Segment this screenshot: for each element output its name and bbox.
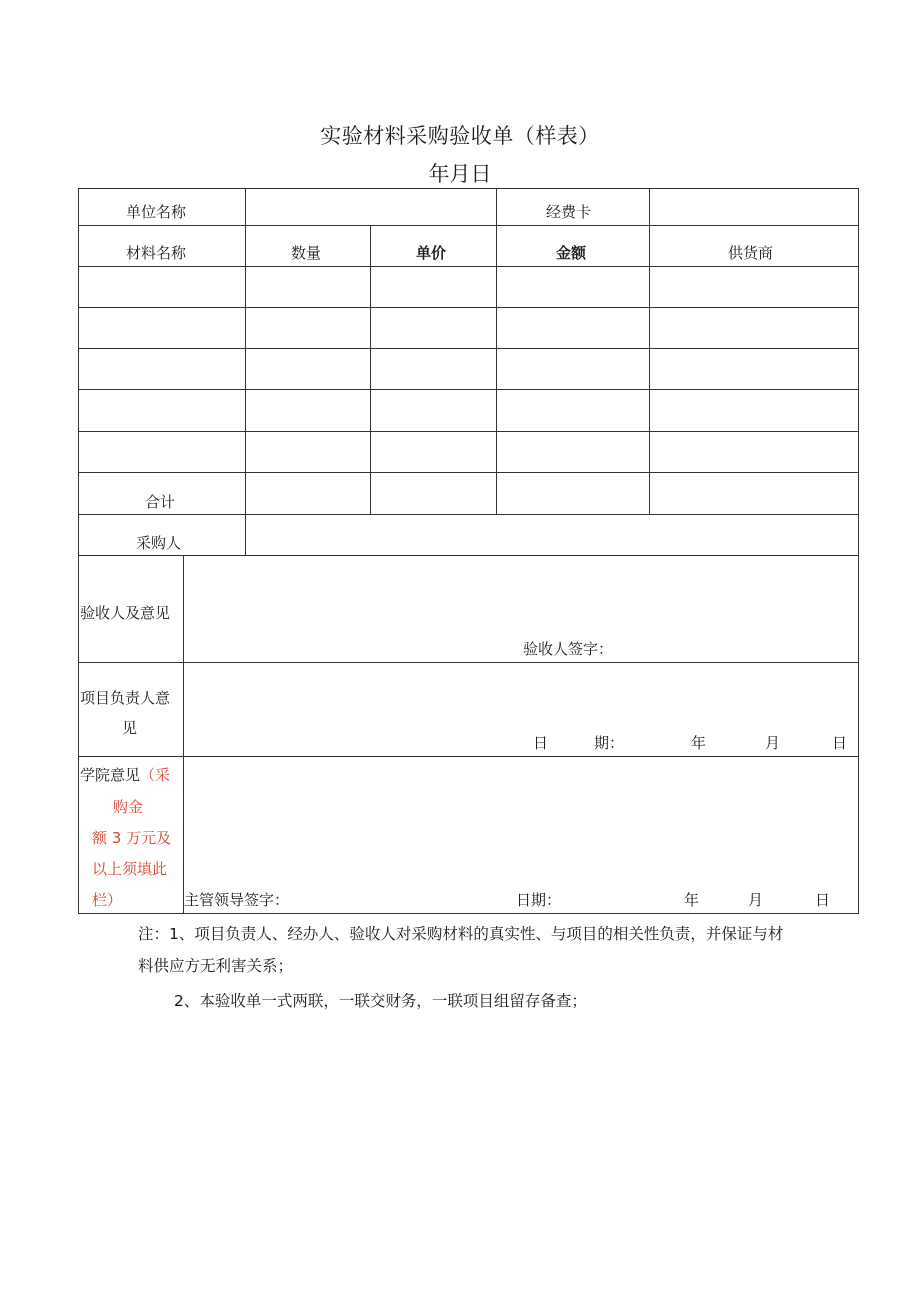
pm-opinion-label-line1: 项目负责人意 bbox=[80, 689, 171, 707]
college-opinion-text: 学院意见 bbox=[80, 766, 141, 784]
pm-date-qi: 期： bbox=[594, 734, 625, 752]
pm-date-month: 月 bbox=[765, 734, 781, 752]
college-date-day: 日 bbox=[815, 891, 831, 909]
college-date-month: 月 bbox=[748, 891, 764, 909]
college-opinion-label bbox=[80, 766, 170, 784]
funding-card-label: 经费卡 bbox=[546, 203, 592, 221]
college-date-label: 日期： bbox=[516, 891, 562, 909]
unit-price-header: 单价 bbox=[416, 244, 447, 262]
pm-date-ri: 日 bbox=[533, 734, 549, 752]
acceptor-signature-label: 验收人签字： bbox=[523, 640, 614, 658]
pm-date-year: 年 bbox=[691, 734, 707, 752]
quantity-header: 数量 bbox=[291, 244, 322, 262]
college-date-year: 年 bbox=[684, 891, 700, 909]
pm-date-day: 日 bbox=[832, 734, 848, 752]
form-date-line: 年月日 bbox=[428, 162, 492, 186]
college-opinion-note-line4: 以上须填此 bbox=[92, 860, 168, 878]
leader-signature-label: 主管领导签字： bbox=[184, 891, 290, 909]
unit-name-label: 单位名称 bbox=[126, 203, 187, 221]
college-opinion-note-line2: 购金 bbox=[113, 798, 144, 816]
college-opinion-note-line5: 栏） bbox=[92, 891, 123, 909]
pm-opinion-label-line2: 见 bbox=[122, 719, 138, 737]
material-name-header: 材料名称 bbox=[126, 244, 187, 262]
amount-header: 金额 bbox=[556, 244, 587, 262]
supplier-header: 供货商 bbox=[728, 244, 774, 262]
college-opinion-note-line3: 额 3 万元及 bbox=[92, 829, 172, 847]
note-1-line2: 料供应方无利害关系； bbox=[138, 957, 294, 975]
form-border bbox=[79, 189, 859, 914]
note-2: 2、本验收单一式两联，一联交财务，一联项目组留存备查； bbox=[174, 992, 587, 1010]
form-title: 实验材料采购验收单（样表） bbox=[320, 124, 600, 148]
purchaser-label: 采购人 bbox=[136, 534, 182, 552]
college-opinion-note-start: （采 bbox=[140, 766, 171, 784]
total-label: 合计 bbox=[145, 493, 176, 511]
note-1-line1: 注：1、项目负责人、经办人、验收人对采购材料的真实性、与项目的相关性负责，并保证与材 bbox=[138, 925, 784, 943]
acceptor-opinion-label: 验收人及意见 bbox=[80, 604, 171, 622]
